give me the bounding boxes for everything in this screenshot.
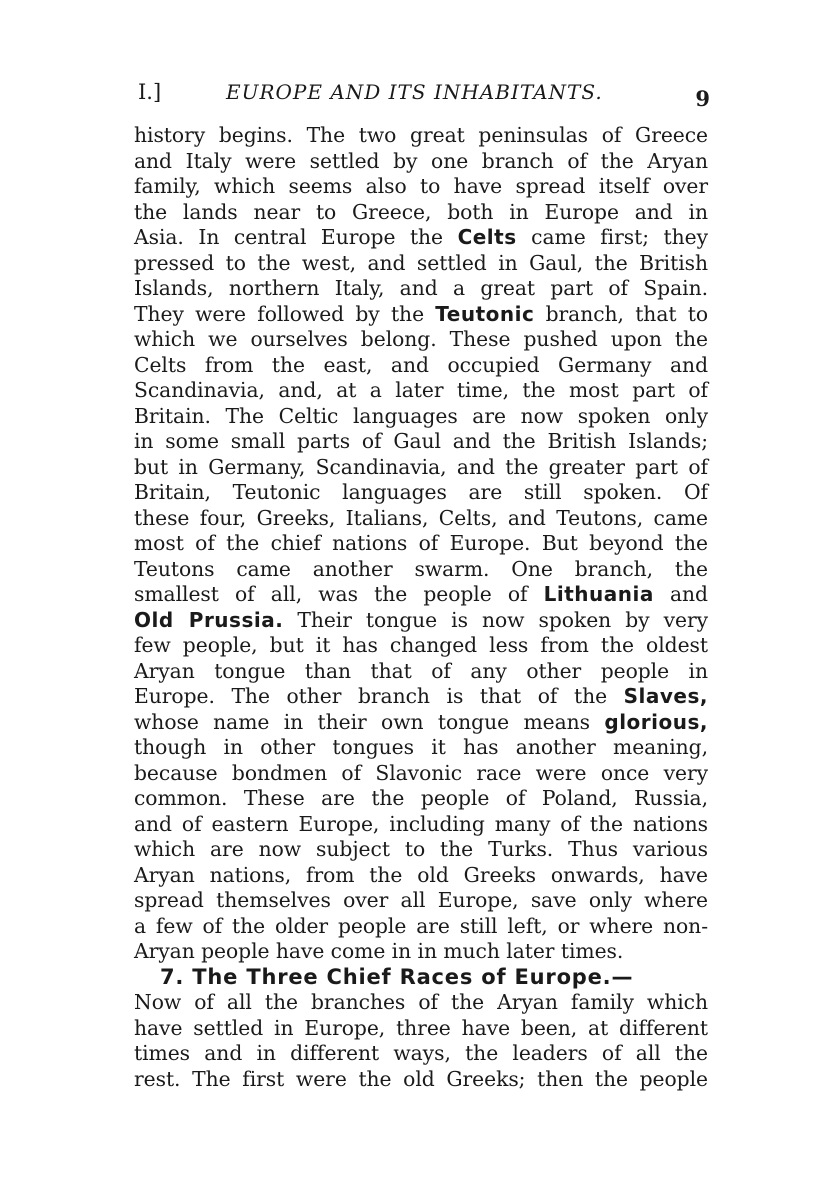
section-heading: 7. The Three Chief Races of Europe.—: [160, 964, 634, 989]
text-run: Aryan people have come in in much later times.: [134, 939, 624, 963]
text-run: and: [653, 582, 708, 606]
text-line: [134, 1041, 708, 1067]
text-line: [134, 659, 708, 685]
bold-term: Slaves,: [623, 684, 708, 708]
text-run: branch, that to: [534, 301, 708, 326]
text-run: which are now subject to the Turks. Thus various: [134, 837, 708, 861]
text-run: these four, Greeks, Italians, Celts, and Teutons, came: [134, 505, 708, 530]
text-line: [134, 812, 708, 838]
text-line: [134, 582, 708, 608]
text-line: [134, 225, 708, 251]
text-line: [134, 353, 708, 379]
text-line: [134, 786, 708, 812]
text-run: Aryan nations, from the old Greeks onwards, have: [134, 862, 708, 887]
text-line: [134, 480, 708, 506]
text-run: few people, but it has changed less from the oldest: [134, 633, 708, 657]
text-line: [134, 914, 708, 940]
text-line: [134, 531, 708, 557]
text-run: times and in different ways, the leaders of all the: [134, 1041, 708, 1065]
text-run: Celts from the east, and occupied Germany and: [134, 352, 708, 377]
text-line: [134, 404, 708, 430]
bold-term: Teutonic: [435, 301, 535, 326]
text-run: They were followed by the: [134, 301, 436, 326]
text-run: most of the chief nations of Europe. But beyond the: [134, 531, 708, 555]
text-run: family, which seems also to have spread itself over: [134, 174, 708, 198]
text-run: Islands, northern Italy, and a great part of Spain.: [134, 276, 708, 300]
text-run: whose name in their own tongue means: [134, 709, 605, 734]
running-title: EUROPE AND ITS INHABITANTS.: [226, 80, 603, 104]
text-line: [134, 506, 708, 532]
text-line: [134, 123, 708, 149]
text-line: [134, 302, 708, 328]
text-line: [134, 837, 708, 863]
text-run: Teutons came another swarm. One branch, the: [134, 556, 708, 581]
text-run: Asia. In central Europe the: [134, 225, 458, 249]
text-line: [134, 684, 708, 710]
text-line: [134, 1016, 708, 1042]
text-line: [134, 863, 708, 889]
text-run: because bondmen of Slavonic race were once very: [134, 760, 708, 785]
chapter-number: I.]: [138, 80, 162, 104]
text-run: common. These are the people of Poland, Russia,: [134, 786, 708, 810]
text-run: though in other tongues it has another meaning,: [134, 735, 708, 759]
text-run: have settled in Europe, three have been, at different: [134, 1015, 708, 1040]
text-run: Europe. The other branch is that of the: [134, 684, 624, 708]
text-run: Britain, Teutonic languages are still spoken. Of: [134, 480, 708, 504]
bold-term: Old Prussia.: [134, 607, 284, 632]
bold-term: glorious,: [604, 709, 708, 734]
text-run: Britain. The Celtic languages are now spoken only: [134, 403, 708, 428]
text-line: [134, 276, 708, 302]
text-run: came first; they: [516, 225, 708, 249]
text-run: rest. The first were the old Greeks; then the people: [134, 1066, 708, 1091]
text-run: but in Germany, Scandinavia, and the greater part of: [134, 454, 708, 479]
text-line: [134, 174, 708, 200]
text-run: and of eastern Europe, including many of the nations: [134, 811, 708, 836]
bold-term: Lithuania: [543, 582, 654, 606]
section-heading-line: [134, 965, 708, 991]
text-run: smallest of all, was the people of: [134, 582, 544, 606]
body-text: [134, 123, 708, 1092]
text-run: history begins. The two great peninsulas of Greece: [134, 123, 708, 147]
text-line: [134, 557, 708, 583]
text-run: Now of all the branches of the Aryan family which: [134, 990, 708, 1014]
text-line: [134, 429, 708, 455]
text-line: [134, 200, 708, 226]
text-line: [134, 608, 708, 634]
text-run: Scandinavia, and, at a later time, the most part of: [134, 378, 708, 402]
text-run: the lands near to Greece, both in Europe and in: [134, 199, 708, 224]
text-line: [134, 888, 708, 914]
text-line: [134, 455, 708, 481]
text-line: [134, 990, 708, 1016]
running-head: [134, 80, 714, 114]
text-line: [134, 327, 708, 353]
text-line: [134, 1067, 708, 1093]
text-line: [134, 378, 708, 404]
text-run: a few of the older people are still left, or where non-: [134, 913, 708, 938]
text-run: spread themselves over all Europe, save only where: [134, 888, 708, 912]
text-line: [134, 939, 708, 965]
text-run: Aryan tongue than that of any other people in: [134, 658, 708, 683]
page-number: 9: [695, 86, 710, 111]
text-line: [134, 761, 708, 787]
text-line: [134, 633, 708, 659]
text-run: and Italy were settled by one branch of the Aryan: [134, 148, 708, 173]
bold-term: Celts: [457, 225, 517, 249]
text-line: [134, 149, 708, 175]
text-line: [134, 251, 708, 277]
text-line: [134, 710, 708, 736]
text-run: which we ourselves belong. These pushed upon the: [134, 327, 708, 351]
text-run: pressed to the west, and settled in Gaul, the British: [134, 250, 708, 275]
text-line: [134, 735, 708, 761]
text-run: in some small parts of Gaul and the British Islands;: [134, 429, 708, 453]
text-run: Their tongue is now spoken by very: [283, 607, 709, 632]
